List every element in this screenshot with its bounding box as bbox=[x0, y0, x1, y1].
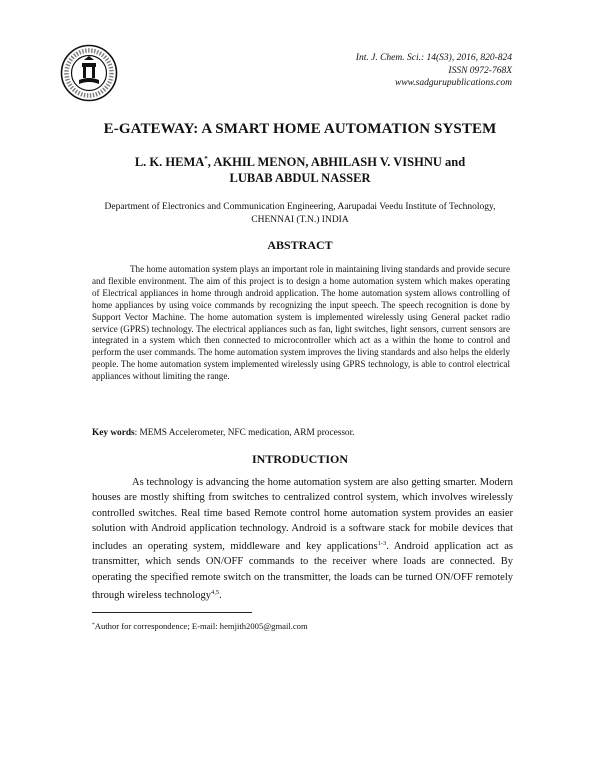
paper-title: E-GATEWAY: A SMART HOME AUTOMATION SYSTEM bbox=[103, 121, 497, 137]
publisher-seal bbox=[60, 44, 118, 102]
author-list bbox=[0, 151, 600, 186]
affiliation-line-1: Department of Electronics and Communication Engineering, Aarupadai Veedu Institute of Technology, bbox=[104, 202, 496, 212]
introduction-heading: INTRODUCTION bbox=[251, 452, 348, 466]
keywords-list: : MEMS Accelerometer, NFC medication, ARM processor. bbox=[134, 428, 355, 438]
citation-ref: 1-3 bbox=[377, 540, 387, 548]
author-rest: , AKHIL MENON, ABHILASH V. VISHNU and bbox=[207, 155, 466, 169]
footnote-text: Author for correspondence; E-mail: hemjith2005@gmail.com bbox=[94, 621, 308, 631]
citation-ref: 4,5 bbox=[210, 589, 220, 597]
abstract-body: The home automation system plays an important role in maintaining living standards and provide secure and flexible environment. The aim of this project is to design a home automation system which makes operating of Electrical appliances in home through android application. The home automation system allows controlling of home appliances by using voice commands by recognizing the input speech. The speech recognition is done by Support Vector Machine. The home automation system is implemented wirelessly using General packet radio service (GPRS) technology. The electrical appliances such as fan, light switches, light sensors, current sensors are integrated in a system which then connected to microcontroller which act as a within the home to control and perform the user commands. The home automation system improves the living standards and also helps the elderly people. The home automation system implemented wirelessly using GPRS technology, is able to control electrical appliances without limiting the range. bbox=[92, 264, 510, 382]
journal-issn: ISSN 0972-768X bbox=[448, 65, 512, 76]
journal-citation: Int. J. Chem. Sci.: 14(S3), 2016, 820-824 bbox=[355, 53, 512, 63]
keywords bbox=[92, 428, 510, 438]
footnote bbox=[92, 621, 308, 631]
footnote-mark: * bbox=[92, 622, 95, 628]
journal-website[interactable]: www.sadgurupublications.com bbox=[395, 78, 512, 88]
author-last: LUBAB ABDUL NASSER bbox=[229, 171, 371, 185]
affiliation-line-2: CHENNAI (T.N.) INDIA bbox=[251, 214, 349, 225]
journal-info bbox=[356, 52, 512, 90]
introduction-body: As technology is advancing the home automation system are also getting smarter. Modern houses are mostly shifting from switches to centralized control system, which involves wirelessly controlled switches. Real time based Remote control home automation system provides an easier solution with Android application technology. Android is a software stack for mobile devices that includes an operating system, middleware and key applications$^{1-3}$. Android application act as transmitter, which sends ON/OFF commands to the receiver where loads are connected. By operating the specified remote switch on the transmitter, the loads can be turned ON/OFF remotely through wireless technology$^{4,5}$. bbox=[92, 477, 513, 602]
author-first: L. K. HEMA bbox=[134, 155, 205, 169]
footnote-divider bbox=[92, 612, 252, 613]
keywords-label: Key words bbox=[92, 428, 135, 438]
affiliation bbox=[60, 201, 540, 226]
abstract-heading: ABSTRACT bbox=[267, 238, 333, 252]
corresponding-author-mark: * bbox=[204, 155, 208, 163]
